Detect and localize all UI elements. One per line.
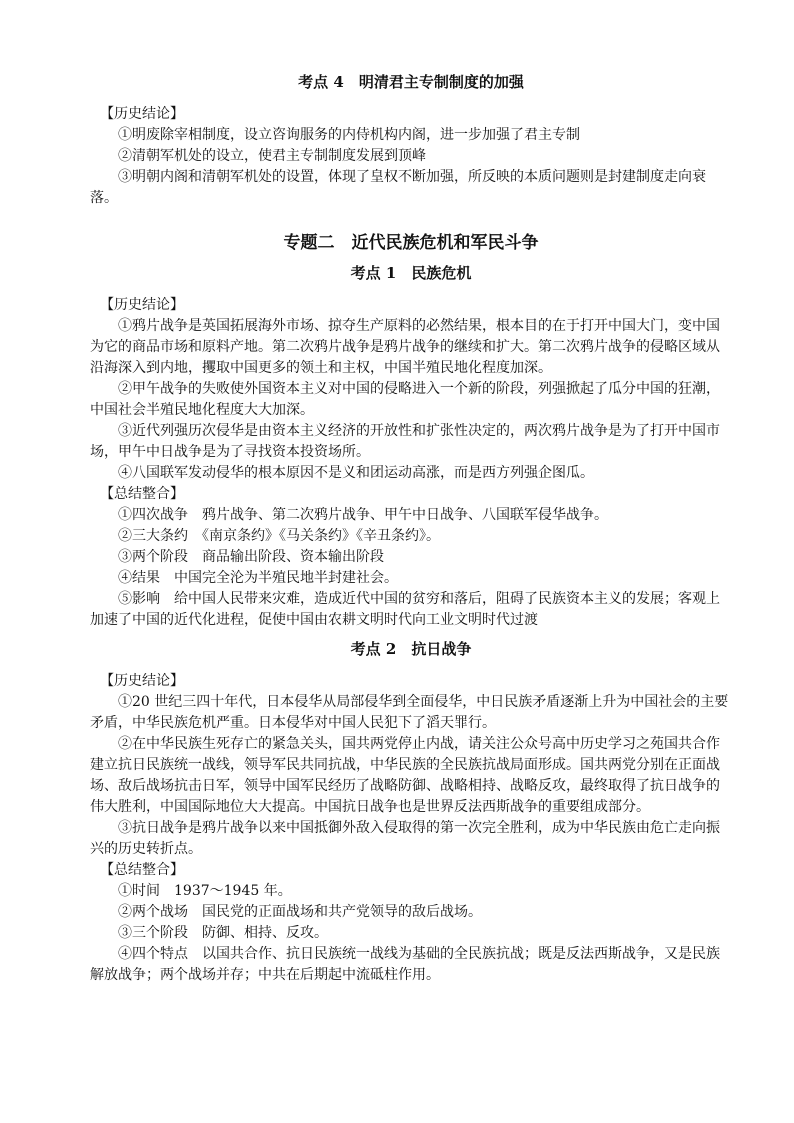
label-conclusion: 【历史结论】 [100, 297, 184, 313]
section-heading-k4: 考点 4 明清君主专制制度的加强 [298, 73, 524, 91]
summary-item: ②三大条约 《南京条约》《马关条约》《辛丑条约》。 [118, 528, 440, 544]
summary-item: ④四个特点 以国共合作、抗日民族统一战线为基础的全民族抗战；既是反法西斯战争，又是民族解放战争；两个战场并存；中共在后期起中流砥柱作用。 [90, 946, 720, 983]
paragraph: ④八国联军发动侵华的根本原因不是义和团运动高涨，而是西方列强企图瓜。 [118, 465, 594, 481]
paragraph: ②在中华民族生死存亡的紧急关头，国共两党停止内战，请关注公众号高中历史学习之苑国共合作建立抗日民族统一战线，领导军民共同抗战，中华民族的全民族抗战局面形成。国共两党分别在正面战场、敌后战场抗击日军，领导中国军民经历了战略防御、战略相持、战略反攻，最终取得了抗日战争的伟大胜利，中国国际地位大大提高。中国抗日战争也是世界反法西斯战争的重要组成部分。 [90, 736, 720, 815]
paragraph: ①鸦片战争是英国拓展海外市场、掠夺生产原料的必然结果，根本目的在于打开中国大门，变中国为它的商品市场和原料产地。第二次鸦片战争是鸦片战争的继续和扩大。第二次鸦片战争的侵略区域从沿海深入到内地，攫取中国更多的领土和主权，中国半殖民地化程度加深。 [90, 318, 720, 376]
section-heading-k2: 考点 2 抗日战争 [350, 640, 472, 658]
paragraph: ②清朝军机处的设立，使君主专制制度发展到顶峰 [118, 148, 426, 164]
paragraph: ②甲午战争的失败使外国资本主义对中国的侵略进入一个新的阶段，列强掀起了瓜分中国的狂潮，中国社会半殖民地化程度大大加深。 [90, 381, 720, 418]
paragraph: ③近代列强历次侵华是由资本主义经济的开放性和扩张性决定的，两次鸦片战争是为了打开中国市场，甲午中日战争是为了寻找资本投资场所。 [90, 423, 720, 460]
paragraph: ③抗日战争是鸦片战争以来中国抵御外敌入侵取得的第一次完全胜利，成为中华民族由危亡走向振兴的历史转折点。 [90, 820, 720, 857]
summary-item: ⑤影响 给中国人民带来灾难，造成近代中国的贫穷和落后，阻碍了民族资本主义的发展；客观上加速了中国的近代化进程，促使中国由农耕文明时代向工业文明时代过渡 [90, 591, 720, 628]
paragraph: ③明朝内阁和清朝军机处的设置，体现了皇权不断加强，所反映的本质问题则是封建制度走向衰落。 [90, 169, 706, 206]
label-summary: 【总结整合】 [100, 862, 184, 878]
label-summary: 【总结整合】 [100, 486, 184, 502]
summary-item: ③三个阶段 防御、相持、反攻。 [118, 925, 328, 941]
paragraph: ①20 世纪三四十年代，日本侵华从局部侵华到全面侵华，中日民族矛盾逐渐上升为中国社会的主要矛盾，中华民族危机严重。日本侵华对中国人民犯下了滔天罪行。 [90, 694, 729, 731]
summary-item: ①四次战争 鸦片战争、第二次鸦片战争、甲午中日战争、八国联军侵华战争。 [118, 507, 608, 523]
label-conclusion: 【历史结论】 [100, 673, 184, 689]
paragraph: ①明废除宰相制度，设立咨询服务的内侍机构内阁，进一步加强了君主专制 [118, 127, 580, 143]
summary-item: ④结果 中国完全沦为半殖民地半封建社会。 [118, 570, 398, 586]
section-heading-k1: 考点 1 民族危机 [350, 264, 472, 282]
summary-item: ①时间 1937～1945 年。 [118, 883, 292, 899]
summary-item: ③两个阶段 商品输出阶段、资本输出阶段 [118, 549, 384, 565]
topic-heading: 专题二 近代民族危机和军民斗争 [283, 233, 539, 253]
summary-item: ②两个战场 国民党的正面战场和共产党领导的敌后战场。 [118, 904, 482, 920]
label-conclusion: 【历史结论】 [100, 106, 184, 122]
